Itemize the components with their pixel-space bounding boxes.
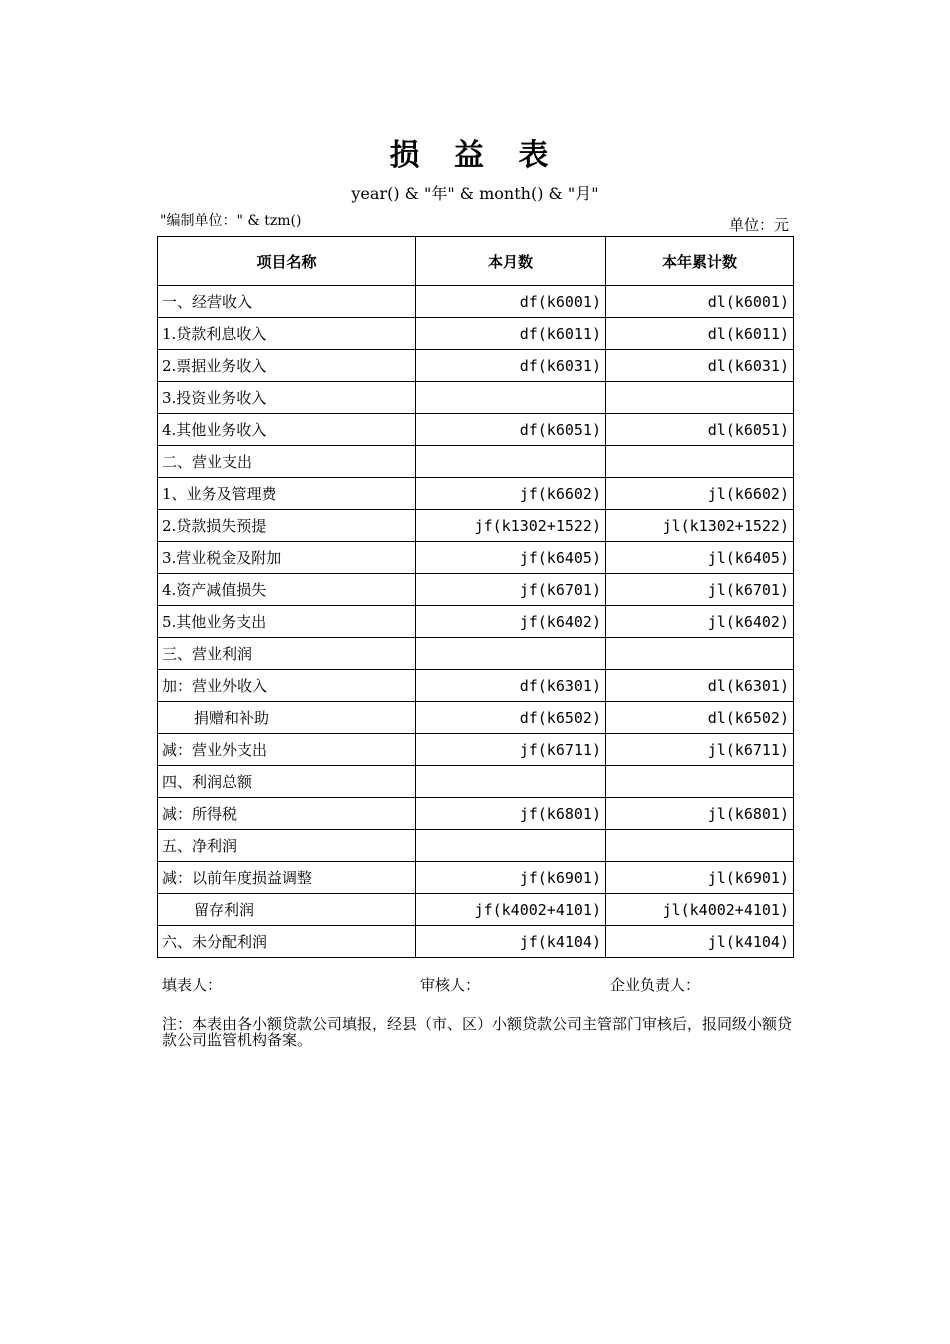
row-ytd-value: [606, 638, 794, 670]
column-header-month: 本月数: [416, 237, 606, 286]
table-row: [158, 318, 794, 350]
row-ytd-value: dl(k6011): [606, 318, 794, 350]
table-row: [158, 798, 794, 830]
footnote: 注：本表由各小额贷款公司填报，经县（市、区）小额贷款公司主管部门审核后，报同级小额贷款公司监管机构备案。: [162, 1015, 793, 1049]
row-name: 2.票据业务收入: [158, 350, 416, 382]
row-month-value: jf(k4002+4101): [416, 894, 606, 926]
table-row: [158, 862, 794, 894]
row-ytd-value: jl(k4104): [606, 926, 794, 958]
compiling-unit: "编制单位：" & tzm(): [160, 213, 302, 229]
row-ytd-value: jl(k6701): [606, 574, 794, 606]
column-header-ytd: 本年累计数: [606, 237, 794, 286]
row-name: 减：以前年度损益调整: [158, 862, 416, 894]
table-row: [158, 574, 794, 606]
table-row: [158, 382, 794, 414]
row-name: 2.贷款损失预提: [158, 510, 416, 542]
row-name: 六、未分配利润: [158, 926, 416, 958]
row-ytd-value: jl(k6901): [606, 862, 794, 894]
table-row: [158, 446, 794, 478]
row-name: 捐赠和补助: [158, 702, 416, 734]
row-month-value: df(k6301): [416, 670, 606, 702]
row-ytd-value: [606, 766, 794, 798]
table-row: [158, 542, 794, 574]
row-name: 五、净利润: [158, 830, 416, 862]
row-month-value: jf(k1302+1522): [416, 510, 606, 542]
row-name: 5.其他业务支出: [158, 606, 416, 638]
report-title: 损 益 表: [389, 138, 561, 173]
report-period: year() & "年" & month() & "月": [351, 184, 599, 203]
table-row: [158, 734, 794, 766]
table-row: [158, 766, 794, 798]
income-statement-table: [157, 236, 794, 958]
row-month-value: jf(k6701): [416, 574, 606, 606]
row-name: 1.贷款利息收入: [158, 318, 416, 350]
row-ytd-value: jl(k6402): [606, 606, 794, 638]
row-name: 一、经营收入: [158, 286, 416, 318]
currency-unit: 单位：元: [728, 216, 789, 234]
table-row: [158, 926, 794, 958]
table-row: [158, 606, 794, 638]
row-ytd-value: dl(k6031): [606, 350, 794, 382]
row-ytd-value: dl(k6301): [606, 670, 794, 702]
row-month-value: df(k6001): [416, 286, 606, 318]
table-header-row: [158, 237, 794, 286]
row-month-value: df(k6051): [416, 414, 606, 446]
table-row: [158, 670, 794, 702]
row-name: 3.投资业务收入: [158, 382, 416, 414]
row-ytd-value: [606, 830, 794, 862]
row-ytd-value: jl(k4002+4101): [606, 894, 794, 926]
row-ytd-value: [606, 382, 794, 414]
row-month-value: [416, 446, 606, 478]
row-month-value: [416, 766, 606, 798]
row-name: 四、利润总额: [158, 766, 416, 798]
table-row: [158, 350, 794, 382]
reviewer-label: 审核人：: [420, 976, 481, 994]
table-row: [158, 286, 794, 318]
row-month-value: jf(k6711): [416, 734, 606, 766]
row-month-value: df(k6031): [416, 350, 606, 382]
manager-label: 企业负责人：: [610, 976, 701, 994]
row-ytd-value: dl(k6051): [606, 414, 794, 446]
row-month-value: jf(k6402): [416, 606, 606, 638]
row-ytd-value: jl(k6711): [606, 734, 794, 766]
table-row: [158, 510, 794, 542]
row-name: 3.营业税金及附加: [158, 542, 416, 574]
table-row: [158, 414, 794, 446]
row-name: 4.其他业务收入: [158, 414, 416, 446]
row-name: 4.资产减值损失: [158, 574, 416, 606]
column-header-item: 项目名称: [158, 237, 416, 286]
row-month-value: jf(k6405): [416, 542, 606, 574]
row-name: 减：营业外支出: [158, 734, 416, 766]
row-name: 留存利润: [158, 894, 416, 926]
row-name: 1、业务及管理费: [158, 478, 416, 510]
row-ytd-value: jl(k6602): [606, 478, 794, 510]
row-ytd-value: jl(k6405): [606, 542, 794, 574]
row-name: 三、营业利润: [158, 638, 416, 670]
row-ytd-value: [606, 446, 794, 478]
row-ytd-value: dl(k6001): [606, 286, 794, 318]
row-ytd-value: dl(k6502): [606, 702, 794, 734]
row-name: 减：所得税: [158, 798, 416, 830]
row-month-value: df(k6502): [416, 702, 606, 734]
preparer-label: 填表人：: [162, 976, 223, 994]
row-month-value: [416, 830, 606, 862]
table-row: [158, 830, 794, 862]
row-ytd-value: jl(k1302+1522): [606, 510, 794, 542]
row-month-value: [416, 638, 606, 670]
table-row: [158, 702, 794, 734]
row-month-value: [416, 382, 606, 414]
row-month-value: jf(k6801): [416, 798, 606, 830]
row-name: 二、营业支出: [158, 446, 416, 478]
row-ytd-value: jl(k6801): [606, 798, 794, 830]
row-month-value: jf(k4104): [416, 926, 606, 958]
table-row: [158, 638, 794, 670]
row-name: 加：营业外收入: [158, 670, 416, 702]
table-row: [158, 894, 794, 926]
row-month-value: jf(k6901): [416, 862, 606, 894]
table-row: [158, 478, 794, 510]
row-month-value: df(k6011): [416, 318, 606, 350]
row-month-value: jf(k6602): [416, 478, 606, 510]
